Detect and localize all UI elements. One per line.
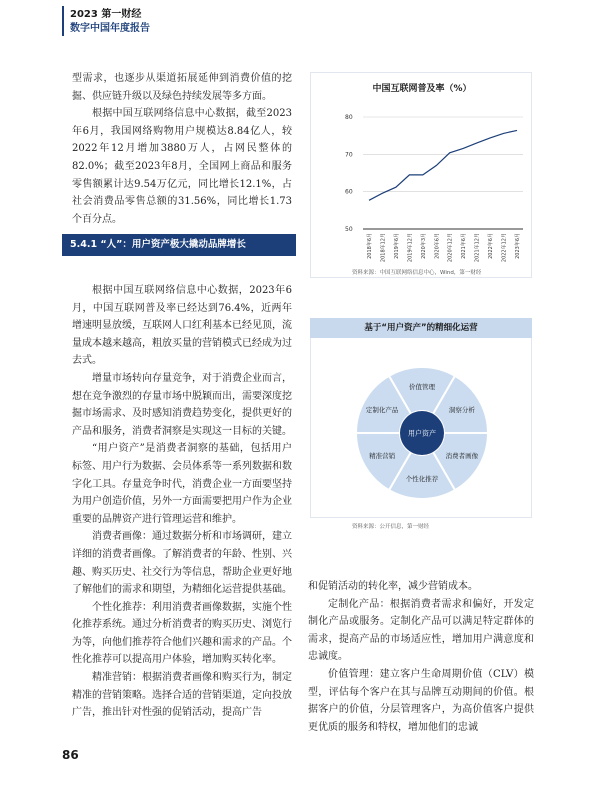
segment-label: 定制化产品 — [365, 406, 399, 414]
paragraph: 个性化推荐：利用消费者画像数据，实施个性化推荐系统。通过分析消费者的购买历史、浏览行为等，向他们推荐符合他们兴趣和需求的产品。个性化推荐可以提高用户体验，增加购买转化率。 — [72, 601, 292, 666]
paragraph: 根据中国互联网络信息中心数据，2023年6月，中国互联网普及率已经达到76.4%，近两年增速明显放缓，互联网人口红利基本已经见顶，流量成本越来越高，粗放买量的营销模式已经成为过去式。 — [72, 285, 292, 367]
x-tick-label: 2018年12月 — [380, 233, 387, 263]
left-top-text — [72, 70, 292, 228]
x-tick-label: 2022年6月 — [488, 233, 495, 259]
segment-label: 价值管理 — [409, 383, 435, 391]
chart-canvas — [311, 73, 533, 279]
report-brand: 2023 第一财经 — [70, 9, 142, 20]
paragraph: 增量市场转向存量竞争，对于消费企业而言，想在竞争激烈的存量市场中脱颖而出，需要深度挖掘市场需求、及时感知消费趋势变化，提供更好的产品和服务，消费者洞察是实现这一目标的关键。 — [72, 372, 292, 437]
internet-penetration-chart — [310, 72, 532, 278]
segment-label: 消费者画像 — [445, 452, 479, 460]
left-bottom-text — [72, 282, 292, 722]
section-heading: 5.4.1 “人”：用户资产极大撬动品牌增长 — [62, 234, 296, 256]
x-tick-label: 2022年12月 — [501, 233, 508, 263]
user-asset-diagram — [310, 318, 532, 518]
segment-label: 洞察分析 — [448, 406, 475, 414]
segment-label: 个性化推荐 — [405, 475, 439, 483]
paragraph: 消费者画像：通过数据分析和市场调研，建立详细的消费者画像。了解消费者的年龄、性别、兴趣、购买历史、社交行为等信息，帮助企业更好地了解他们的需求和期望，为精细化运营提供基础。 — [72, 531, 292, 596]
x-tick-label: 2020年6月 — [434, 233, 441, 259]
y-tick-label: 80 — [345, 114, 353, 121]
diagram-canvas — [311, 319, 533, 519]
chart-title: 中国互联网普及率（%） — [372, 84, 472, 94]
x-tick-label: 2021年12月 — [474, 233, 481, 263]
paragraph: “用户资产”是消费者洞察的基础，包括用户标签、用户行为数据、会员体系等一系列数据和数字化工具。存量竞争时代，消费企业一方面要坚持为用户创造价值，另外一方面需要把用户作为企业重要的品牌资产进行管理运营和维护。 — [72, 443, 292, 525]
diagram-title: 基于“用户资产”的精细化运营 — [310, 318, 532, 338]
paragraph: 定制化产品：根据消费者需求和偏好，开发定制化产品或服务。定制化产品可以满足特定群体的需求，提高产品的市场适应性，增加用户满意度和忠诚度。 — [308, 598, 534, 663]
paragraph: 根据中国互联网络信息中心数据，截至2023年6月，我国网络购物用户规模达8.84亿人，较2022年12月增加3880万人，占网民整体的82.0%；截至2023年8月，全国网上商品和服务零售额累计达9.54万亿元，同比增长12.1%，占社会消费品零售总额的31.56%，同比增长1.73个百分点。 — [72, 108, 292, 225]
report-subtitle: 数字中国年度报告 — [70, 23, 150, 34]
header-accent-bar — [62, 6, 64, 36]
x-tick-label: 2020年3月 — [420, 233, 427, 259]
y-tick-label: 50 — [345, 226, 353, 233]
chart-source: 资料来源：中国互联网络信息中心，Wind，第一财经 — [352, 270, 482, 276]
diagram-source: 资料来源：公开信息，第一财经 — [352, 524, 430, 530]
paragraph: 和促销活动的转化率，减少营销成本。 — [308, 581, 478, 592]
x-tick-label: 2019年12月 — [407, 233, 414, 263]
page-number: 86 — [62, 748, 79, 762]
paragraph: 精准营销：根据消费者画像和购买行为，制定精准的营销策略。选择合适的营销渠道，定向投放广告，推出针对性强的促销活动，提高广告 — [72, 672, 292, 719]
series-line — [369, 130, 517, 200]
right-bottom-text — [308, 578, 534, 736]
x-tick-label: 2023年6月 — [515, 233, 521, 259]
x-tick-label: 2020年12月 — [447, 233, 454, 263]
x-tick-label: 2018年6月 — [367, 233, 373, 259]
segment-label: 精准营销 — [369, 452, 396, 460]
paragraph: 价值管理：建立客户生命周期价值（CLV）模型，评估每个客户在其与品牌互动期间的价值。根据客户的价值，分层管理客户，为高价值客户提供更优质的服务和特权，增加他们的忠诚 — [308, 668, 534, 733]
y-tick-label: 70 — [345, 151, 353, 159]
paragraph: 型需求，也逐步从渠道拓展延伸到消费价值的挖掘、供应链升级以及绿色持续发展等多方面。 — [72, 73, 292, 102]
x-tick-label: 2019年6月 — [393, 233, 400, 259]
x-tick-label: 2021年6月 — [461, 233, 468, 259]
center-label: 用户资产 — [408, 429, 436, 438]
y-tick-label: 60 — [345, 188, 353, 196]
